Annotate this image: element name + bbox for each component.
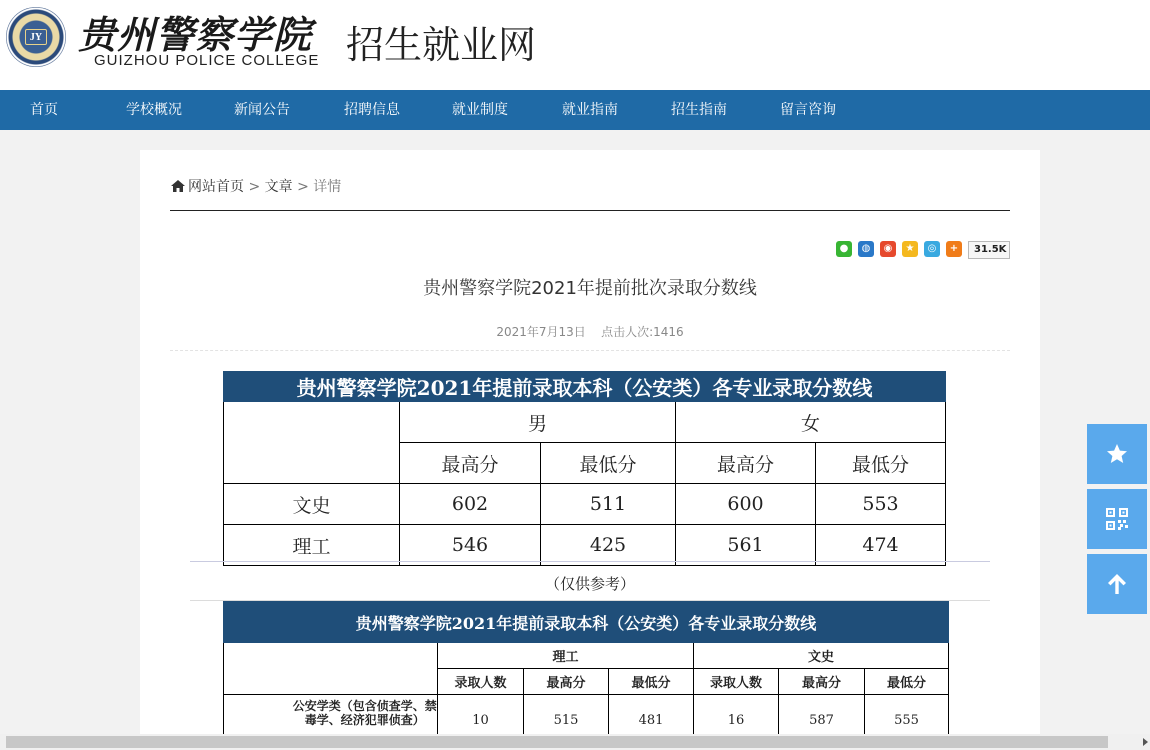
college-name-cn: 贵州警察学院: [78, 12, 313, 57]
table-header-male: 男: [400, 402, 676, 443]
cell-value: 16: [694, 695, 779, 747]
table-row: [224, 525, 946, 566]
main-nav: [0, 90, 1150, 130]
qrcode-icon: [1105, 507, 1129, 531]
site-title: 招生就业网: [346, 23, 537, 67]
table-caption: 贵州警察学院2021年提前录取本科（公安类）各专业录取分数线: [224, 602, 949, 643]
favorite-button[interactable]: [1087, 424, 1147, 484]
horizontal-scrollbar[interactable]: [0, 734, 1150, 750]
site-header: [0, 0, 1150, 90]
row-label: 理工: [224, 525, 400, 566]
cell-value: 600: [676, 484, 816, 525]
nav-item-consult[interactable]: 留言咨询: [780, 102, 836, 118]
cell-value: 425: [541, 525, 676, 566]
table-header-count: 录取人数: [438, 669, 524, 695]
cell-value: 587: [779, 695, 865, 747]
share-count: 31.5K: [968, 241, 1010, 259]
star-icon: [1105, 442, 1129, 466]
cell-value: 555: [865, 695, 949, 747]
cell-value: 546: [400, 525, 541, 566]
breadcrumb: [171, 176, 341, 196]
cell-value: 474: [816, 525, 946, 566]
article-clicks: 点击人次:1416: [601, 325, 684, 339]
nav-item-employment-policy[interactable]: 就业制度: [452, 102, 508, 118]
table-header-max: 最高分: [676, 443, 816, 484]
nav-item-admission-guide[interactable]: 招生指南: [671, 102, 727, 118]
table-header-min: 最低分: [865, 669, 949, 695]
qzone-icon[interactable]: ★: [902, 241, 918, 257]
nav-item-employment-guide[interactable]: 就业指南: [562, 102, 618, 118]
reference-note: （仅供参考）: [544, 575, 635, 593]
breadcrumb-home-link[interactable]: 网站首页: [188, 179, 244, 195]
table-row: [224, 484, 946, 525]
note-divider: [190, 561, 990, 562]
nav-item-about[interactable]: 学校概况: [126, 102, 182, 118]
breadcrumb-separator: >: [248, 179, 261, 195]
back-to-top-button[interactable]: [1087, 554, 1147, 614]
table-header-min: 最低分: [541, 443, 676, 484]
table-header-min: 最低分: [609, 669, 694, 695]
scrollbar-thumb[interactable]: [6, 736, 1108, 748]
nav-item-news[interactable]: 新闻公告: [234, 102, 290, 118]
title-divider: [170, 210, 1010, 211]
weibo-icon[interactable]: ◉: [880, 241, 896, 257]
scroll-right-icon[interactable]: [1143, 738, 1148, 746]
cell-value: 553: [816, 484, 946, 525]
breadcrumb-separator: >: [297, 179, 309, 195]
college-seal-logo[interactable]: JY: [6, 7, 66, 67]
score-table-summary: [223, 371, 946, 566]
table-header-max: 最高分: [524, 669, 609, 695]
table-header-count: 录取人数: [694, 669, 779, 695]
table-corner-cell: [224, 402, 400, 484]
more-icon[interactable]: +: [946, 241, 962, 257]
college-name-en: GUIZHOU POLICE COLLEGE: [94, 52, 320, 69]
table-header-min: 最低分: [816, 443, 946, 484]
tencent-weibo-icon[interactable]: ◎: [924, 241, 940, 257]
table-caption: 贵州警察学院2021年提前录取本科（公安类）各专业录取分数线: [224, 372, 946, 402]
major-name: 公安学类（包含侦查学、禁毒学、经济犯罪侦查）: [293, 695, 438, 747]
cell-value: 10: [438, 695, 524, 747]
article-meta: [140, 323, 1040, 340]
article-card: [140, 150, 1040, 750]
table-header-arts: 文史: [694, 643, 949, 669]
breadcrumb-current: 详情: [313, 179, 342, 195]
article-date: 2021年7月13日: [496, 325, 586, 339]
table-header-female: 女: [676, 402, 946, 443]
table-header-max: 最高分: [779, 669, 865, 695]
wechat-icon[interactable]: ●: [836, 241, 852, 257]
meta-divider: [170, 350, 1010, 351]
table-header-science: 理工: [438, 643, 694, 669]
arrow-up-icon: [1105, 572, 1129, 596]
cell-value: 602: [400, 484, 541, 525]
table-header-max: 最高分: [400, 443, 541, 484]
table-corner-cell: [224, 643, 438, 695]
breadcrumb-section-link[interactable]: 文章: [264, 179, 293, 195]
cell-value: 481: [609, 695, 694, 747]
score-table-by-major: [223, 601, 949, 747]
nav-item-home[interactable]: 首页: [30, 102, 58, 118]
nav-item-recruitment[interactable]: 招聘信息: [344, 102, 400, 118]
cell-value: 515: [524, 695, 609, 747]
qrcode-button[interactable]: [1087, 489, 1147, 549]
qq-icon[interactable]: ◍: [858, 241, 874, 257]
article-title: 贵州警察学院2021年提前批次录取分数线: [423, 278, 757, 299]
cell-value: 561: [676, 525, 816, 566]
home-icon: [171, 180, 185, 192]
row-label: 文史: [224, 484, 400, 525]
cell-value: 511: [541, 484, 676, 525]
